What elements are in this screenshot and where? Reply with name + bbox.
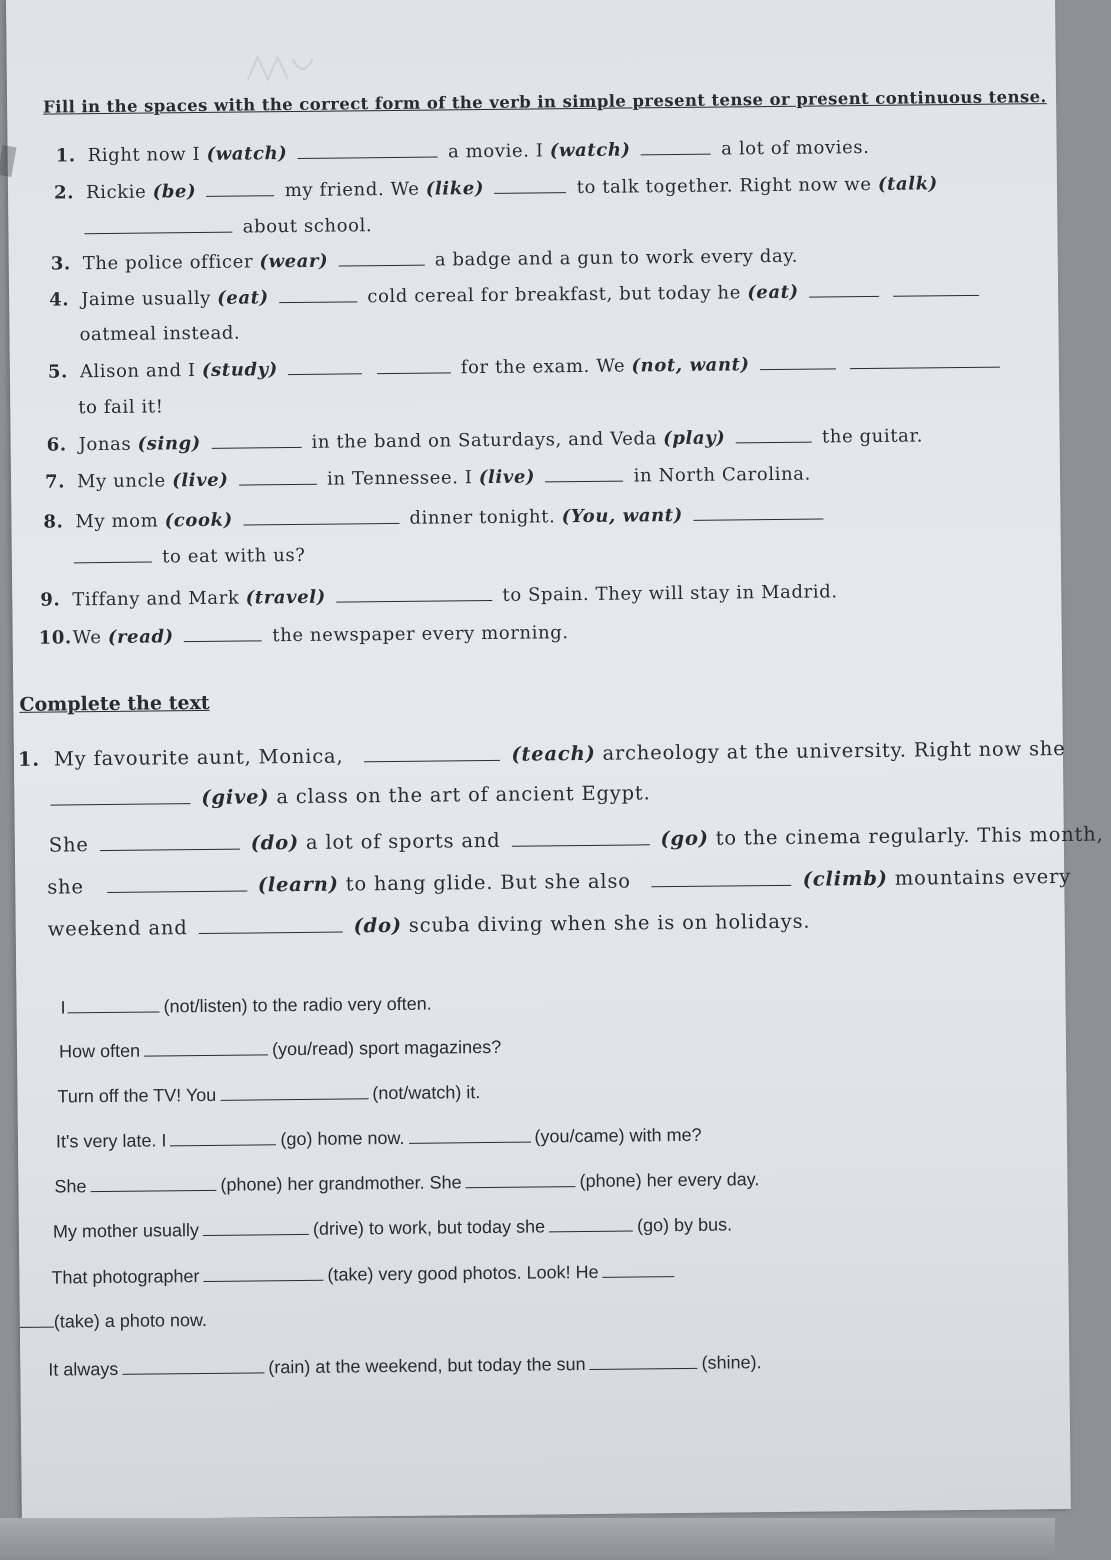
- answer-blank[interactable]: [893, 294, 979, 297]
- sentence-7: That photographer (take) very good photos. Look! He: [51, 1261, 678, 1289]
- sentence-3: Turn off the TV! You (not/watch) it.: [57, 1082, 481, 1107]
- answer-blank[interactable]: [184, 639, 262, 642]
- answer-blank[interactable]: [364, 759, 500, 762]
- exercise-item-3: 3. The police officer (wear) a badge and a gun to work every day.: [50, 245, 799, 275]
- exercise-item-5-continued: to fail it!: [78, 396, 164, 419]
- answer-blank[interactable]: [652, 884, 792, 887]
- answer-blank[interactable]: [170, 1143, 276, 1146]
- answer-blank[interactable]: [409, 1141, 531, 1144]
- sentence-4: It's very late. I (go) home now. (you/came) with me?: [55, 1124, 702, 1152]
- answer-blank[interactable]: [298, 155, 438, 158]
- answer-blank[interactable]: [760, 367, 836, 370]
- exercise-item-1: 1. Right now I (watch) a movie. I (watch) a lot of movies.: [55, 136, 870, 167]
- exercise-item-4-continued: oatmeal instead.: [79, 322, 241, 346]
- answer-blank[interactable]: [736, 441, 812, 444]
- exercise-item-6: 6. Jonas (sing) in the band on Saturdays, and Veda (play) the guitar.: [46, 425, 924, 456]
- answer-blank[interactable]: [279, 300, 357, 303]
- answer-blank[interactable]: [50, 802, 190, 805]
- answer-blank[interactable]: [590, 1367, 698, 1370]
- answer-blank[interactable]: [122, 1371, 264, 1374]
- answer-blank[interactable]: [693, 517, 823, 520]
- answer-blank[interactable]: [339, 264, 425, 267]
- answer-blank[interactable]: [850, 366, 1000, 370]
- answer-blank[interactable]: [603, 1275, 675, 1278]
- sentence-8: (take) a photo now.: [20, 1310, 207, 1333]
- answer-blank[interactable]: [466, 1185, 576, 1188]
- answer-blank[interactable]: [545, 480, 623, 483]
- answer-blank[interactable]: [107, 890, 247, 893]
- exercise-item-5: 5. Alison and I (study) for the exam. We (not, want): [48, 352, 1005, 383]
- sentence-1: I (not/listen) to the radio very often.: [60, 993, 432, 1018]
- section1-heading: Fill in the spaces with the correct form of the verb in simple present tense or present continuous tense.: [43, 87, 1047, 117]
- answer-blank[interactable]: [809, 295, 879, 298]
- answer-blank[interactable]: [511, 843, 649, 846]
- answer-blank[interactable]: [641, 153, 711, 156]
- section2-heading: Complete the text: [19, 691, 210, 716]
- exercise-item-2-continued: about school.: [84, 215, 372, 239]
- exercise-item-7: 7. My uncle (live) in Tennessee. I (live) in North Carolina.: [44, 463, 811, 493]
- exercise-item-9: 9. Tiffany and Mark (travel) to Spain. They will stay in Madrid.: [40, 581, 838, 611]
- answer-blank[interactable]: [377, 371, 451, 374]
- sentence-9: It always (rain) at the weekend, but today the sun (shine).: [48, 1352, 762, 1380]
- exercise-item-2: 2. Rickie (be) my friend. We (like) to talk together. Right now we (talk): [53, 173, 938, 204]
- answer-blank[interactable]: [239, 483, 317, 486]
- answer-blank[interactable]: [199, 931, 343, 935]
- answer-blank[interactable]: [549, 1230, 633, 1233]
- answer-blank[interactable]: [220, 1097, 368, 1101]
- paragraph-line-5: weekend and (do) scuba diving when she is on holidays.: [47, 909, 811, 941]
- answer-blank[interactable]: [211, 446, 301, 449]
- answer-blank[interactable]: [243, 522, 399, 526]
- paragraph-line-3: She (do) a lot of sports and (go) to the cinema regularly. This month,: [48, 822, 1104, 857]
- answer-blank[interactable]: [68, 1010, 160, 1013]
- paragraph-line-1: 1. My favourite aunt, Monica, (teach) archeology at the university. Right now she: [17, 736, 1066, 771]
- answer-blank[interactable]: [204, 1279, 324, 1282]
- answer-blank[interactable]: [144, 1053, 268, 1056]
- answer-blank[interactable]: [100, 848, 240, 851]
- answer-blank[interactable]: [90, 1189, 216, 1192]
- answer-blank[interactable]: [494, 191, 566, 194]
- table-surface: [0, 1518, 1055, 1560]
- answer-blank[interactable]: [288, 372, 362, 375]
- answer-blank[interactable]: [84, 231, 232, 235]
- exercise-item-4: 4. Jaime usually (eat) cold cereal for breakfast, but today he (eat): [49, 280, 983, 311]
- sentence-2: How often (you/read) sport magazines?: [58, 1036, 502, 1062]
- answer-blank[interactable]: [203, 1233, 309, 1236]
- answer-blank[interactable]: [74, 561, 152, 564]
- sentence-6: My mother usually (drive) to work, but today she (go) by bus.: [52, 1214, 733, 1242]
- worksheet-page: [6, 0, 1104, 1520]
- answer-blank[interactable]: [336, 599, 492, 603]
- answer-blank[interactable]: [20, 1326, 54, 1328]
- answer-blank[interactable]: [207, 194, 275, 197]
- sentence-5: She (phone) her grandmother. She (phone) her every day.: [54, 1169, 760, 1197]
- paragraph-line-2: (give) a class on the art of ancient Egypt.: [50, 781, 650, 810]
- faint-scribble: [243, 49, 323, 90]
- exercise-item-8-continued: to eat with us?: [74, 545, 306, 568]
- exercise-item-8: 8. My mom (cook) dinner tonight. (You, want): [43, 503, 827, 532]
- paragraph-line-4: she (learn) to hang glide. But she also (climb) mountains every: [47, 864, 1072, 899]
- exercise-item-10: 10.We (read) the newspaper every morning.: [38, 622, 569, 649]
